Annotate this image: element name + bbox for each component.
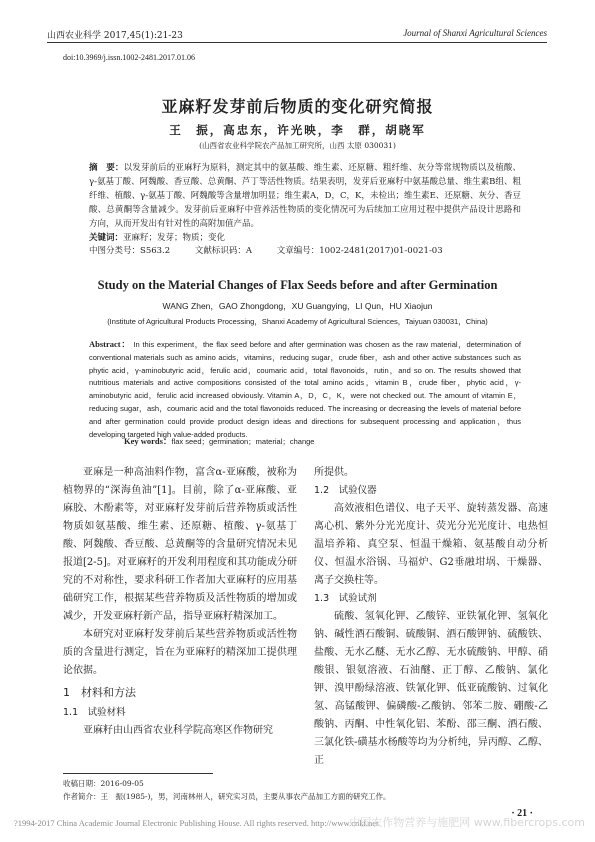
article-number: 文章编号：1002-2481(2017)01-0021-03 bbox=[276, 246, 443, 256]
body-paragraph: 亚麻是一种高油料作物，富含α-亚麻酸，被称为植物界的“深海鱼油”[1]。目前，除了α-亚麻酸、亚麻胶、木酚素等，对亚麻籽发芽前后营养物质或活性物质如氨基酸、维生素、还原糖、植酸、γ-氨基丁酸、阿魏酸、香豆酸、总黄酮等的含量研究情况未见报道[2-5]。对亚麻籽的开发利用程度和其功能成分研究的不对称性，要求科研工作者加大亚麻籽的应用基础研究工作，根据某些营养物质及活性物质的增加或减少，开发亚麻籽新产品，指导亚麻籽精深加工。 bbox=[63, 467, 297, 622]
en-keywords-label: Key words： bbox=[124, 436, 172, 446]
en-keywords bbox=[124, 435, 314, 447]
document-code: 文献标识码：A bbox=[194, 246, 253, 256]
en-abstract-label: Abstract： bbox=[89, 339, 131, 349]
clc-number: 中图分类号：S563.2 bbox=[89, 246, 171, 256]
doi: doi:10.3969/j.issn.1002-2481.2017.01.06 bbox=[63, 53, 196, 62]
en-abstract-text: In this experiment，the flax seed before and after germination was chosen as the raw material，determination of conventional materials such as amino acids，vitamins，reducing sugar，crude fiber，ash and other active substances such as phytic acid，γ-aminobutyric acid，ferulic acid，coumaric acid，total flavonoids，rutin，and so on. The results showed that nutritious materials and active compositions consisted of the total amino acids，vitamin B，crude fiber，phytic acid，γ-aminobutyric acid，ferulic acid increased obviously. Vitamin A，D，C，K，were not checked out. The amount of vitamin E，reducing sugar，ash，coumaric acid and the total flavonoids reduced. The increasing or decreasing the levels of material before and after germination could provide product design ideas and directions for subsequent processing and application，thus developing targeted high value-added products. bbox=[89, 340, 521, 439]
cn-affiliation: (山西省农业科学院农产品加工研究所，山西 太原 030031) bbox=[199, 141, 396, 150]
subsection-heading: 1.3 试验试剂 bbox=[314, 593, 377, 604]
cn-authors: 王 振，高忠东，许光映，李 群，胡晓军 bbox=[169, 123, 426, 137]
section-heading: 1 材料和方法 bbox=[63, 686, 136, 699]
watermark: 中国农作物营养与施肥网 www.fibercrops.com bbox=[349, 816, 585, 829]
body-paragraph: 本研究对亚麻籽发芽前后某些营养物质或活性物质的含量进行测定，旨在为亚麻籽的精深加工提供理论依据。 bbox=[63, 629, 297, 676]
cn-keywords bbox=[89, 231, 225, 243]
footnote-received: 收稿日期：2016-09-05 bbox=[63, 779, 144, 788]
en-title: Study on the Material Changes of Flax Seeds before and after Germination bbox=[97, 278, 498, 292]
cn-title: 亚麻籽发芽前后物质的变化研究简报 bbox=[161, 97, 434, 116]
en-affiliation: (Institute of Agricultural Products Processing，Shanxi Academy of Agricultural Sciences，Taiyuan 030031，China) bbox=[107, 317, 488, 326]
footnote-author: 作者简介：王 振(1985-)，男，河南林州人，研究实习员，主要从事农产品加工方面的研究工作。 bbox=[63, 792, 391, 801]
body-column-right bbox=[314, 464, 548, 770]
cn-abstract-label: 摘 要： bbox=[89, 163, 124, 173]
body-paragraph: 所提供。 bbox=[314, 467, 354, 478]
copyright-line: ?1994-2017 China Academic Journal Electronic Publishing House. All rights reserved. http://www.cnki.net bbox=[14, 818, 379, 828]
body-column-left bbox=[63, 464, 297, 740]
cn-abstract bbox=[89, 161, 521, 231]
body-paragraph: 硫酸、氢氧化钾、乙酸锌、亚铁氰化钾、氢氧化钠、碱性酒石酸铜、硫酸铜、酒石酸钾钠、硫酸铁、盐酸、无水乙醚、无水乙醇、无水硫酸钠、甲醇、硝酸银、银氨溶液、石油醚、正丁醇、乙酸钠、氯化钾、溴甲酚绿溶液、铁氰化钾、低亚硫酸钠、过氧化氢、高锰酸钾、偏磷酸-乙酸钠、邻苯二胺、硼酸-乙酸钠、丙酮、中性氧化铝、苯酚、邵三酮、酒石酸、三氯化铁-磺基水杨酸等均为分析纯，异丙醇、乙醇、正 bbox=[314, 611, 548, 766]
page-number: · 21 · bbox=[511, 808, 533, 819]
journal-header-cn: 山西农业科学 2017,45(1):21-23 bbox=[47, 31, 183, 41]
footnote-rule bbox=[63, 773, 213, 774]
cn-keywords-text: 亚麻籽；发芽；物质；变化 bbox=[123, 233, 226, 243]
cn-classification bbox=[89, 244, 529, 256]
subsection-heading: 1.2 试验仪器 bbox=[314, 485, 377, 496]
cn-abstract-text: 以发芽前后的亚麻籽为原料，测定其中的氨基酸、维生素、还原糖、粗纤维、灰分等常规物质以及植酸、γ-氨基丁酸、阿魏酸、香豆酸、总黄酮、芦丁等活性物质。结果表明，发芽后亚麻籽中氨基酸总量、维生素B组、粗纤维、植酸、γ-氨基丁酸、阿魏酸等含量增加明显；维生素A，D，C，K，未检出；维生素E、还原糖、灰分、香豆酸、总黄酮等含量减少。发芽前后亚麻籽中营养活性物质的变化情况可为后续加工应用过程中提供产品设计思路和方向，从而开发出有针对性的高附加值产品。 bbox=[89, 163, 521, 229]
en-keywords-text: flax seed；germination；material；change bbox=[171, 437, 315, 446]
en-abstract bbox=[89, 338, 521, 441]
subsection-heading: 1.1 试验材料 bbox=[63, 707, 126, 718]
cn-keywords-label: 关键词： bbox=[89, 233, 124, 243]
en-authors: WANG Zhen，GAO Zhongdong，XU Guangying，LI Qun，HU Xiaojun bbox=[162, 301, 433, 311]
header-rule bbox=[47, 42, 547, 43]
body-paragraph: 亚麻籽由山西省农业科学院高寒区作物研究 bbox=[83, 725, 273, 736]
body-paragraph: 高效液相色谱仪、电子天平、旋转蒸发器、高速离心机、紫外分光光度计、荧光分光光度计、电热恒温培养箱、真空泵、恒温干燥箱、氨基酸自动分析仪、恒温水浴锅、马福炉、G2垂融坩埚、干燥器、离子交换柱等。 bbox=[314, 503, 548, 586]
journal-header-en: Journal of Shanxi Agricultural Sciences bbox=[403, 28, 547, 38]
